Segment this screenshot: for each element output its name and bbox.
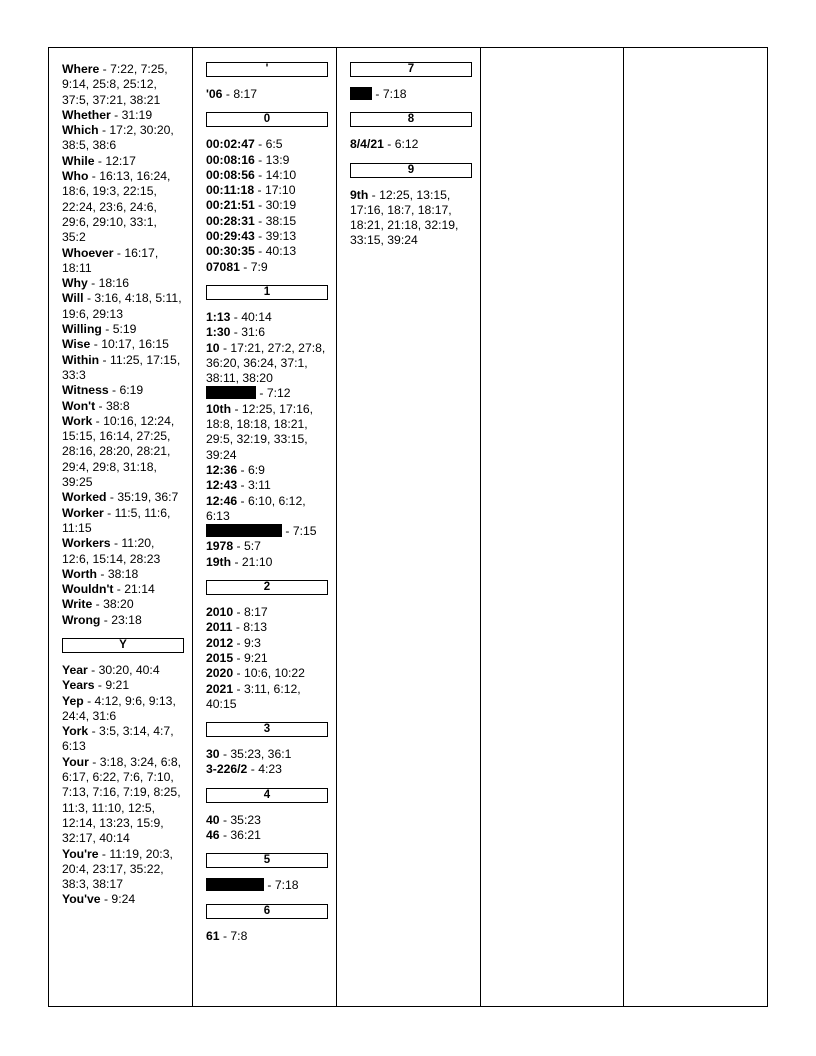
index-column-1 bbox=[49, 48, 193, 1006]
index-term: Where bbox=[62, 62, 100, 76]
index-entry: 12:46 - 6:10, 6:12, 6:13 bbox=[206, 493, 306, 523]
index-term: Within bbox=[62, 352, 100, 367]
section-letter-header: 2 bbox=[206, 580, 328, 595]
index-entry: York - 3:5, 3:14, 4:7, 6:13 bbox=[62, 724, 174, 754]
index-entry: You've - 9:24 bbox=[62, 892, 136, 907]
index-entry: - 7:12 bbox=[206, 386, 326, 401]
index-term: 19th bbox=[206, 554, 232, 569]
index-term: 1:13 bbox=[206, 309, 231, 324]
page-line-refs: 7:12 bbox=[266, 386, 291, 401]
page-line-refs: 40:13 bbox=[265, 244, 297, 259]
redaction-bar bbox=[350, 87, 372, 100]
index-entry: 3-226/2 - 4:23 bbox=[206, 762, 282, 777]
page-line-refs: 23:18 bbox=[111, 612, 142, 627]
page-line-refs: 21:10 bbox=[241, 554, 273, 569]
page-line-refs: 3:18, 3:24, 6:8, 6:17, 6:22, 7:6, 7:10, 7:13, 7:16, 7:19, 8:25, 11:3, 11:10, 12:5, 12:14, 13:23, 15:9, 32:17, 40:14 bbox=[62, 754, 182, 846]
index-term: Whether bbox=[62, 107, 111, 122]
index-entry: Wise - 10:17, 16:15 bbox=[62, 337, 169, 352]
index-term: 00:08:16 bbox=[206, 152, 255, 167]
index-term: 00:21:51 bbox=[206, 198, 255, 213]
index-term: 00:11:18 bbox=[206, 183, 255, 198]
index-entry: 00:08:16 - 13:9 bbox=[206, 152, 290, 167]
page-line-refs: 3:16, 4:18, 5:11, 19:6, 29:13 bbox=[62, 291, 182, 321]
index-entry: While - 12:17 bbox=[62, 153, 136, 168]
section-letter-header: 7 bbox=[350, 62, 472, 77]
page-line-refs: 35:19, 36:7 bbox=[117, 490, 179, 505]
index-entry: Why - 18:16 bbox=[62, 276, 130, 291]
index-term: 10 bbox=[206, 340, 220, 355]
index-column-2 bbox=[193, 48, 337, 1006]
index-term: Worker bbox=[62, 505, 104, 520]
page-line-refs: 6:9 bbox=[248, 462, 265, 477]
index-section bbox=[206, 580, 326, 712]
index-entry: Within - 11:25, 17:15, 33:3 bbox=[62, 352, 181, 382]
index-entry: Worked - 35:19, 36:7 bbox=[62, 490, 179, 505]
page-line-refs: 9:21 bbox=[105, 678, 130, 693]
page-line-refs: 6:5 bbox=[265, 137, 283, 152]
index-entry: Worker - 11:5, 11:6, 11:15 bbox=[62, 505, 171, 535]
page-line-refs: 40:14 bbox=[241, 309, 272, 324]
index-term: 40 bbox=[206, 812, 220, 827]
index-entry: 2012 - 9:3 bbox=[206, 635, 261, 650]
index-entry: - 7:15 bbox=[206, 524, 326, 539]
index-entry: 2015 - 9:21 bbox=[206, 650, 268, 665]
index-entry: Year - 30:20, 40:4 bbox=[62, 662, 160, 677]
page-line-refs: 12:25, 17:16, 18:8, 18:18, 18:21, 29:5, 32:19, 33:15, 39:24 bbox=[206, 401, 314, 462]
page-line-refs: 35:23 bbox=[230, 812, 261, 827]
index-entry: Which - 17:2, 30:20, 38:5, 38:6 bbox=[62, 123, 174, 153]
index-term: 00:08:56 bbox=[206, 167, 255, 182]
index-term: Will bbox=[62, 291, 84, 306]
index-entry: 00:02:47 - 6:5 bbox=[206, 137, 283, 152]
page-line-refs: 4:23 bbox=[258, 762, 282, 777]
index-entry: Work - 10:16, 12:24, 15:15, 16:14, 27:25, 28:16, 28:20, 28:21, 29:4, 29:8, 31:18, 39:25 bbox=[62, 413, 175, 490]
index-term: 00:29:43 bbox=[206, 229, 255, 244]
index-term: 00:02:47 bbox=[206, 137, 255, 152]
page-line-refs: 8:17 bbox=[243, 605, 268, 620]
index-term: Which bbox=[62, 123, 99, 138]
index-column-3 bbox=[337, 48, 481, 1006]
index-section bbox=[62, 62, 182, 628]
page-line-refs: 30:20, 40:4 bbox=[98, 662, 160, 677]
index-term: York bbox=[62, 724, 89, 739]
index-entry: 2011 - 8:13 bbox=[206, 620, 268, 635]
index-term: 10th bbox=[206, 401, 232, 416]
index-entry: 1:30 - 31:6 bbox=[206, 325, 265, 340]
index-entry: Write - 38:20 bbox=[62, 597, 134, 612]
redaction-bar bbox=[206, 878, 264, 891]
index-section bbox=[206, 904, 326, 944]
index-term: Worth bbox=[62, 566, 97, 581]
index-page-frame bbox=[48, 47, 768, 1007]
index-entry: 46 - 36:21 bbox=[206, 827, 261, 842]
page-line-refs: 5:7 bbox=[243, 539, 261, 554]
index-term: 61 bbox=[206, 928, 220, 943]
page-line-refs: 9:21 bbox=[243, 650, 268, 665]
page-line-refs: 10:17, 16:15 bbox=[101, 337, 169, 352]
index-entry: 1:13 - 40:14 bbox=[206, 309, 272, 324]
index-column-5 bbox=[624, 48, 767, 1006]
index-term: 1978 bbox=[206, 539, 234, 554]
index-term: Willing bbox=[62, 322, 102, 337]
page-line-refs: 12:17 bbox=[105, 153, 136, 168]
index-entry: 2020 - 10:6, 10:22 bbox=[206, 666, 305, 681]
page-line-refs: 7:18 bbox=[382, 87, 407, 101]
index-entry: Whether - 31:19 bbox=[62, 107, 153, 122]
section-letter-header: 6 bbox=[206, 904, 328, 919]
index-entry: 00:21:51 - 30:19 bbox=[206, 198, 297, 213]
index-term: Won't bbox=[62, 398, 96, 413]
page-line-refs: 9:3 bbox=[243, 635, 261, 650]
index-entry: '06 - 8:17 bbox=[206, 87, 258, 101]
page-line-refs: 7:18 bbox=[274, 878, 299, 893]
page-line-refs: 38:8 bbox=[105, 398, 130, 413]
index-term: 12:46 bbox=[206, 493, 238, 508]
index-section bbox=[62, 638, 182, 908]
page-line-refs: 16:13, 16:24, 18:6, 19:3, 22:15, 22:24, 23:6, 24:6, 29:6, 29:10, 33:1, 35:2 bbox=[62, 169, 171, 245]
index-term: 2021 bbox=[206, 681, 234, 696]
index-section bbox=[206, 853, 326, 893]
page-line-refs: 9:24 bbox=[111, 892, 136, 907]
index-term: Worked bbox=[62, 490, 107, 505]
page-line-refs: 17:10 bbox=[264, 183, 296, 198]
index-entry: 61 - 7:8 bbox=[206, 928, 248, 943]
index-entry: 8/4/21 - 6:12 bbox=[350, 137, 419, 152]
index-entry: Whoever - 16:17, 18:11 bbox=[62, 245, 159, 275]
index-term: Years bbox=[62, 678, 95, 693]
index-term: You're bbox=[62, 846, 99, 861]
page-line-refs: 11:25, 17:15, 33:3 bbox=[62, 352, 181, 382]
page-line-refs: 36:21 bbox=[230, 827, 261, 842]
index-entry: Your - 3:18, 3:24, 6:8, 6:17, 6:22, 7:6, 7:10, 7:13, 7:16, 7:19, 8:25, 11:3, 11:10, 12:5, 12:14, 13:23, 15:9, 32:17, 40:14 bbox=[62, 754, 182, 846]
index-entry: Workers - 11:20, 12:6, 15:14, 28:23 bbox=[62, 536, 161, 566]
index-section bbox=[206, 722, 326, 778]
index-entry: Wouldn't - 21:14 bbox=[62, 582, 155, 597]
page-line-refs: 12:25, 13:15, 17:16, 18:7, 18:17, 18:21, 21:18, 32:19, 33:15, 39:24 bbox=[350, 187, 459, 248]
index-entry: 2010 - 8:17 bbox=[206, 605, 268, 620]
page-line-refs: 10:16, 12:24, 15:15, 16:14, 27:25, 28:16, 28:20, 28:21, 29:4, 29:8, 31:18, 39:25 bbox=[62, 413, 175, 490]
index-entry: 10th - 12:25, 17:16, 18:8, 18:18, 18:21, 29:5, 32:19, 33:15, 39:24 bbox=[206, 401, 314, 462]
page-line-refs: 6:10, 6:12, 6:13 bbox=[206, 493, 306, 523]
index-entry: 12:36 - 6:9 bbox=[206, 462, 265, 477]
index-term: Write bbox=[62, 597, 93, 612]
index-term: Wouldn't bbox=[62, 582, 114, 597]
page-line-refs: 38:18 bbox=[107, 566, 139, 581]
index-term: You've bbox=[62, 892, 101, 907]
index-entry: 19th - 21:10 bbox=[206, 554, 273, 569]
page-line-refs: 30:19 bbox=[265, 198, 297, 213]
page-line-refs: 18:16 bbox=[98, 276, 130, 291]
index-term: Work bbox=[62, 413, 93, 428]
page-line-refs: 14:10 bbox=[265, 167, 297, 182]
page-line-refs: 16:17, 18:11 bbox=[62, 245, 159, 275]
page-line-refs: 17:2, 30:20, 38:5, 38:6 bbox=[62, 123, 174, 153]
index-term: While bbox=[62, 153, 95, 168]
index-term: Workers bbox=[62, 536, 111, 551]
page-line-refs: 11:20, 12:6, 15:14, 28:23 bbox=[62, 536, 161, 566]
index-entry: 00:08:56 - 14:10 bbox=[206, 167, 297, 182]
page-line-refs: 11:19, 20:3, 20:4, 23:17, 35:22, 38:3, 38:17 bbox=[62, 846, 173, 892]
index-entry: Will - 3:16, 4:18, 5:11, 19:6, 29:13 bbox=[62, 291, 182, 321]
redaction-bar bbox=[206, 386, 256, 399]
index-entry: 10 - 17:21, 27:2, 27:8, 36:20, 36:24, 37:1, 38:11, 38:20 bbox=[206, 340, 326, 386]
index-entry: Who - 16:13, 16:24, 18:6, 19:3, 22:15, 22:24, 23:6, 24:6, 29:6, 29:10, 33:1, 35:2 bbox=[62, 169, 171, 245]
page-line-refs: 13:9 bbox=[265, 152, 290, 167]
page-line-refs: 3:5, 3:14, 4:7, 6:13 bbox=[62, 724, 174, 754]
index-entry: 9th - 12:25, 13:15, 17:16, 18:7, 18:17, 18:21, 21:18, 32:19, 33:15, 39:24 bbox=[350, 187, 459, 248]
page-line-refs: 3:11 bbox=[248, 478, 271, 493]
index-term: 07081 bbox=[206, 259, 240, 274]
page-line-refs: 6:12 bbox=[394, 137, 419, 152]
index-entry: 00:30:35 - 40:13 bbox=[206, 244, 297, 259]
index-entry: Where - 7:22, 7:25, 9:14, 25:8, 25:12, 37:5, 37:21, 38:21 bbox=[62, 62, 168, 107]
index-term: 46 bbox=[206, 827, 220, 842]
index-entry: 00:11:18 - 17:10 bbox=[206, 183, 296, 198]
index-entry: 40 - 35:23 bbox=[206, 812, 261, 827]
page-line-refs: 35:23, 36:1 bbox=[230, 747, 292, 762]
section-letter-header: 9 bbox=[350, 163, 472, 178]
index-entry: Won't - 38:8 bbox=[62, 398, 130, 413]
index-section bbox=[206, 285, 326, 570]
index-term: Witness bbox=[62, 383, 109, 398]
index-entry: - 7:18 bbox=[206, 878, 326, 893]
page-line-refs: 17:21, 27:2, 27:8, 36:20, 36:24, 37:1, 38:11, 38:20 bbox=[206, 340, 326, 386]
page-line-refs: 39:13 bbox=[265, 229, 297, 244]
index-entry: Witness - 6:19 bbox=[62, 383, 144, 398]
index-term: 00:30:35 bbox=[206, 244, 255, 259]
index-term: 30 bbox=[206, 747, 220, 762]
index-term: Wise bbox=[62, 337, 91, 352]
index-entry: Wrong - 23:18 bbox=[62, 612, 142, 627]
page-line-refs: 7:22, 7:25, 9:14, 25:8, 25:12, 37:5, 37:21, 38:21 bbox=[62, 62, 168, 107]
index-entry: 1978 - 5:7 bbox=[206, 539, 261, 554]
index-term: Year bbox=[62, 662, 88, 677]
index-entry: - 7:18 bbox=[350, 87, 470, 102]
index-term: Your bbox=[62, 754, 89, 769]
index-section bbox=[206, 788, 326, 844]
index-section bbox=[350, 163, 470, 249]
index-entry: 07081 - 7:9 bbox=[206, 259, 268, 274]
page-line-refs: 8:17 bbox=[233, 87, 258, 101]
index-section bbox=[206, 112, 326, 275]
index-term: 1:30 bbox=[206, 325, 231, 340]
index-entry: Willing - 5:19 bbox=[62, 322, 137, 337]
index-term: Whoever bbox=[62, 245, 114, 260]
page-line-refs: 31:6 bbox=[241, 325, 265, 340]
page-line-refs: 10:6, 10:22 bbox=[243, 666, 305, 681]
redaction-bar bbox=[206, 524, 282, 537]
index-entry: 12:43 - 3:11 bbox=[206, 478, 271, 493]
index-entry: 00:28:31 - 38:15 bbox=[206, 213, 297, 228]
page-line-refs: 5:19 bbox=[112, 322, 137, 337]
index-term: 00:28:31 bbox=[206, 213, 255, 228]
index-section bbox=[350, 112, 470, 152]
index-term: 9th bbox=[350, 187, 369, 202]
section-letter-header: 5 bbox=[206, 853, 328, 868]
index-term: 2020 bbox=[206, 666, 234, 681]
index-term: 2010 bbox=[206, 605, 234, 620]
index-entry: Worth - 38:18 bbox=[62, 566, 139, 581]
page-line-refs: 8:13 bbox=[243, 620, 268, 635]
index-term: Who bbox=[62, 169, 89, 184]
index-term: Yep bbox=[62, 693, 84, 708]
page-line-refs: 11:5, 11:6, 11:15 bbox=[62, 505, 171, 535]
index-entry: Yep - 4:12, 9:6, 9:13, 24:4, 31:6 bbox=[62, 693, 176, 723]
page-line-refs: 38:15 bbox=[265, 213, 297, 228]
index-term: 2011 bbox=[206, 620, 233, 635]
section-letter-header: 4 bbox=[206, 788, 328, 803]
index-section bbox=[350, 62, 470, 102]
index-term: 12:43 bbox=[206, 478, 238, 493]
index-entry: You're - 11:19, 20:3, 20:4, 23:17, 35:22, 38:3, 38:17 bbox=[62, 846, 173, 892]
page-line-refs: 7:9 bbox=[250, 259, 268, 274]
section-letter-header: 3 bbox=[206, 722, 328, 737]
page-line-refs: 31:19 bbox=[121, 107, 153, 122]
index-term: 3-226/2 bbox=[206, 762, 248, 777]
section-letter-header: Y bbox=[62, 638, 184, 653]
page-line-refs: 4:12, 9:6, 9:13, 24:4, 31:6 bbox=[62, 693, 176, 723]
index-term: 8/4/21 bbox=[350, 137, 384, 152]
section-letter-header: 0 bbox=[206, 112, 328, 127]
index-entry: 00:29:43 - 39:13 bbox=[206, 229, 297, 244]
index-entry: Years - 9:21 bbox=[62, 678, 130, 693]
section-letter-header: 8 bbox=[350, 112, 472, 127]
page-line-refs: 6:19 bbox=[119, 383, 144, 398]
section-letter-header: ' bbox=[206, 62, 328, 77]
index-term: Wrong bbox=[62, 612, 101, 627]
index-term: 2012 bbox=[206, 635, 234, 650]
page-line-refs: 21:14 bbox=[124, 582, 155, 597]
page-line-refs: 7:8 bbox=[230, 928, 248, 943]
index-term: Why bbox=[62, 276, 88, 291]
page-line-refs: 7:15 bbox=[292, 524, 317, 539]
section-letter-header: 1 bbox=[206, 285, 328, 300]
page-line-refs: 3:11, 6:12, 40:15 bbox=[206, 681, 301, 711]
index-term: '06 bbox=[206, 87, 223, 101]
index-column-4 bbox=[481, 48, 624, 1006]
page-line-refs: 38:20 bbox=[103, 597, 134, 612]
index-entry: 30 - 35:23, 36:1 bbox=[206, 747, 292, 762]
index-term: 2015 bbox=[206, 650, 234, 665]
index-section bbox=[206, 62, 326, 102]
index-entry: 2021 - 3:11, 6:12, 40:15 bbox=[206, 681, 301, 711]
index-term: 12:36 bbox=[206, 462, 238, 477]
